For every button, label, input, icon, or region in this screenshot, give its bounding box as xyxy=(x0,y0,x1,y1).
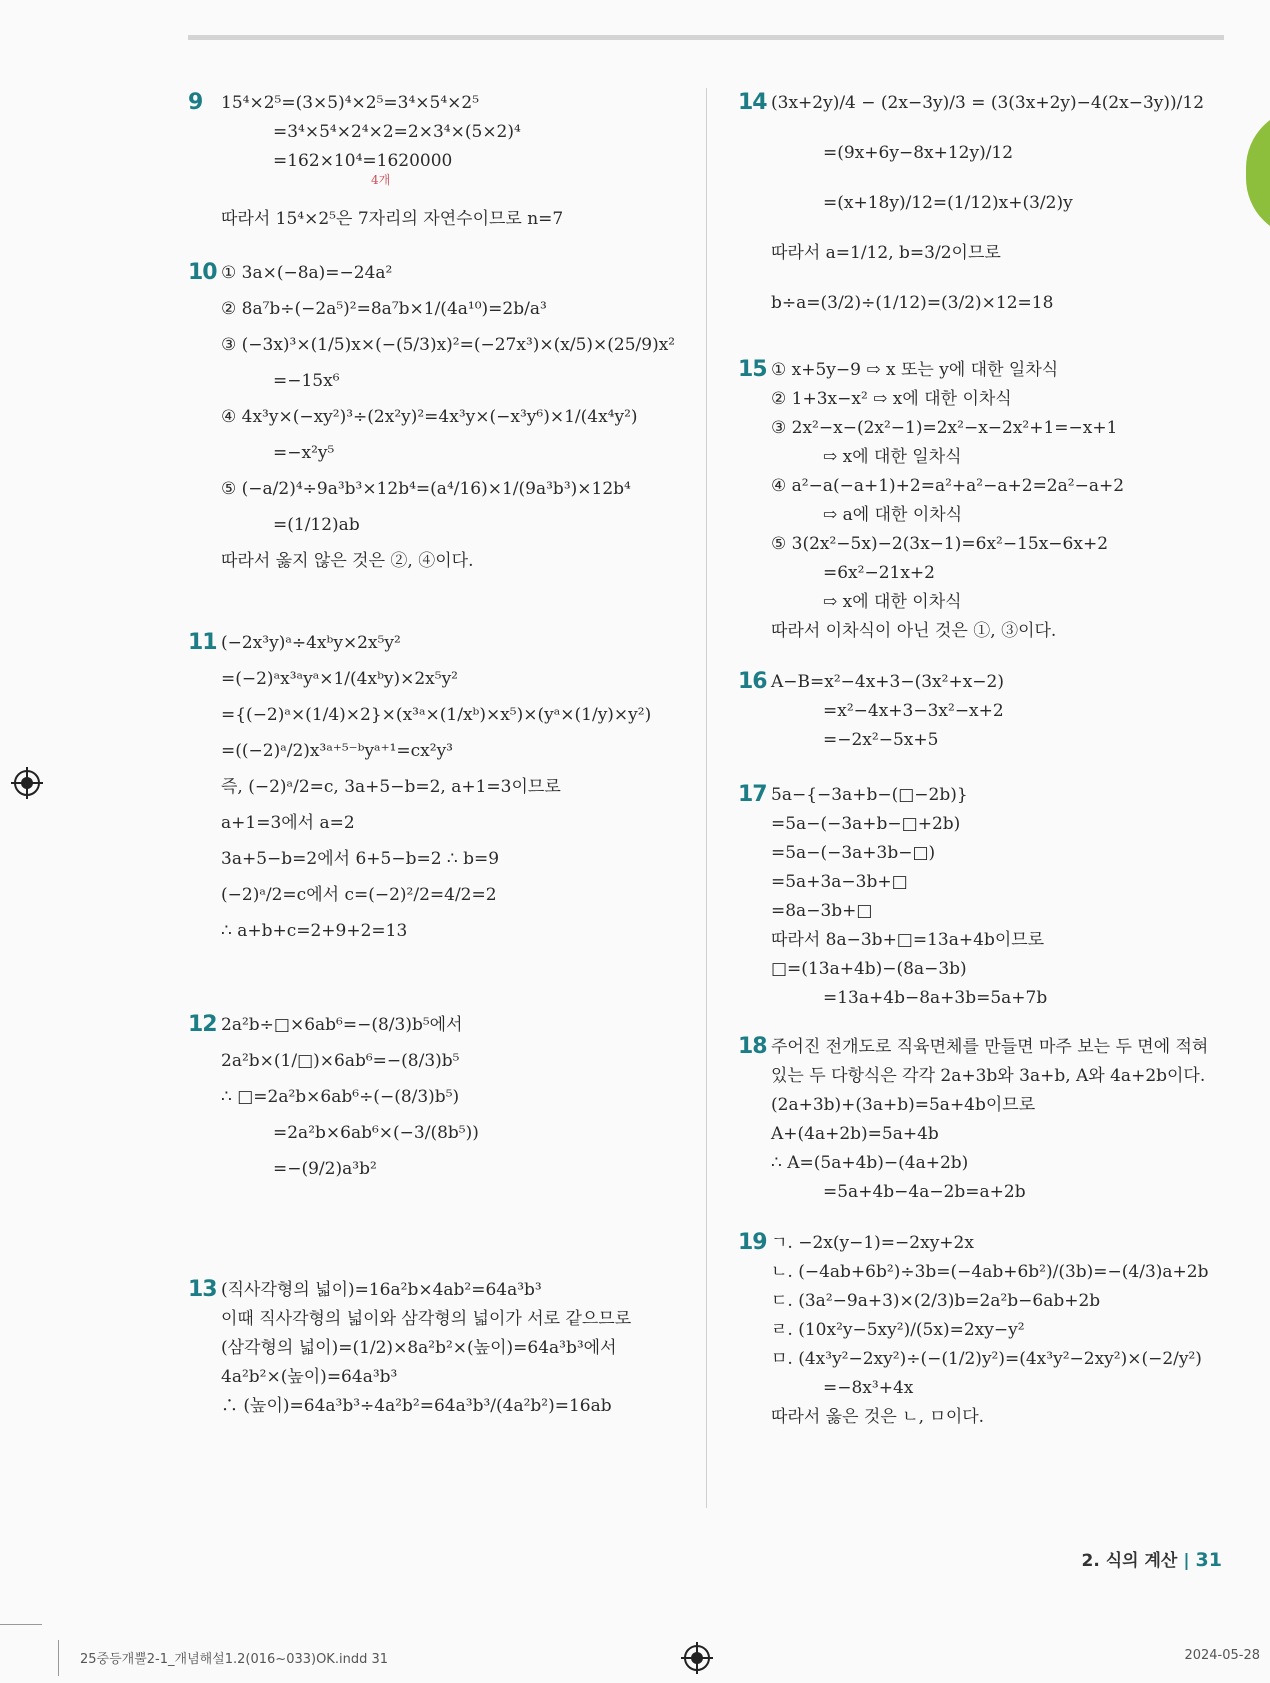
solution-line: ② 8a⁷b÷(−2a⁵)²=8a⁷b×1/(4a¹⁰)=2b/a³ xyxy=(221,299,547,319)
solution-line: ∴ A=(5a+4b)−(4a+2b) xyxy=(771,1153,969,1173)
solution-line: =5a+4b−4a−2b=a+2b xyxy=(823,1182,1026,1202)
solution-line: =8a−3b+□ xyxy=(771,901,873,921)
solution-line: (2a+3b)+(3a+b)=5a+4b이므로 xyxy=(771,1095,1036,1115)
problem-number: 16 xyxy=(738,669,767,694)
solution-line: ⇨ x에 대한 이차식 xyxy=(823,592,962,612)
solution-line: ㄱ. −2x(y−1)=−2xy+2x xyxy=(771,1233,974,1253)
solution-line: ={(−2)ᵃ×(1/4)×2}×(x³ᵃ×(1/xᵇ)×x⁵)×(yᵃ×(1/y)×y²) xyxy=(221,705,652,725)
solution-line: =−(9/2)a³b² xyxy=(273,1159,377,1179)
chapter-tab xyxy=(1246,108,1270,238)
solution-line: 따라서 옳은 것은 ㄴ, ㅁ이다. xyxy=(771,1407,985,1427)
page-number: 31 xyxy=(1195,1549,1222,1571)
solution-line: =5a+3a−3b+□ xyxy=(771,872,908,892)
solution-line: 따라서 옳지 않은 것은 ②, ④이다. xyxy=(221,551,474,571)
solution-line: 따라서 a=1/12, b=3/2이므로 xyxy=(771,243,1001,263)
problem-number: 14 xyxy=(738,90,767,115)
solution-line: =x²−4x+3−3x²−x+2 xyxy=(823,701,1004,721)
footer-separator: | xyxy=(1183,1551,1190,1571)
solution-line: □=(13a+4b)−(8a−3b) xyxy=(771,959,967,979)
chapter-title: 2. 식의 계산 xyxy=(1081,1551,1178,1571)
solution-line: ⇨ x에 대한 일차식 xyxy=(823,447,962,467)
print-file-name: 25중등개뿔2-1_개념해설1.2(016~033)OK.indd 31 xyxy=(80,1652,388,1667)
registration-mark-left xyxy=(14,770,40,796)
problem-number: 19 xyxy=(738,1230,767,1255)
solution-line: =13a+4b−8a+3b=5a+7b xyxy=(823,988,1048,1008)
problem-number: 18 xyxy=(738,1034,767,1059)
solution-line: (−2x³y)ᵃ÷4xᵇy×2x⁵y² xyxy=(221,633,401,653)
solution-line: =−x²y⁵ xyxy=(273,443,335,463)
solution-line: =6x²−21x+2 xyxy=(823,563,935,583)
solution-line: =2a²b×6ab⁶×(−3/(8b⁵)) xyxy=(273,1123,479,1143)
solution-line: =(9x+6y−8x+12y)/12 xyxy=(823,143,1014,163)
solution-line: (3x+2y)/4 − (2x−3y)/3 = (3(3x+2y)−4(2x−3y))/12 xyxy=(771,93,1205,113)
solution-line: ② 1+3x−x² ⇨ x에 대한 이차식 xyxy=(771,389,1012,409)
problem-number: 10 xyxy=(188,260,217,285)
solution-line: ⑤ (−a/2)⁴÷9a³b³×12b⁴=(a⁴/16)×1/(9a³b³)×12b⁴ xyxy=(221,479,631,499)
solution-line: 3a+5−b=2에서 6+5−b=2 ∴ b=9 xyxy=(221,849,500,869)
solution-line: ㄴ. (−4ab+6b²)÷3b=(−4ab+6b²)/(3b)=−(4/3)a+2b xyxy=(771,1262,1209,1282)
solution-line: ㄹ. (10x²y−5xy²)/(5x)=2xy−y² xyxy=(771,1320,1025,1340)
registration-dot xyxy=(691,1652,703,1664)
problem-number: 11 xyxy=(188,630,217,655)
solution-line: 따라서 이차식이 아닌 것은 ①, ③이다. xyxy=(771,621,1057,641)
solution-line: 있는 두 다항식은 각각 2a+3b와 3a+b, A와 4a+2b이다. xyxy=(771,1066,1206,1086)
solution-line: 이때 직사각형의 넓이와 삼각형의 넓이가 서로 같으므로 xyxy=(221,1309,632,1329)
solution-line: 따라서 15⁴×2⁵은 7자리의 자연수이므로 n=7 xyxy=(221,209,564,229)
solution-line: =−2x²−5x+5 xyxy=(823,730,939,750)
solution-line: A−B=x²−4x+3−(3x²+x−2) xyxy=(771,672,1004,692)
problem-number: 15 xyxy=(738,357,767,382)
crop-mark-v xyxy=(58,1640,59,1676)
solution-line: ④ 4x³y×(−xy²)³÷(2x²y)²=4x³y×(−x³y⁶)×1/(4x⁴y²) xyxy=(221,407,638,427)
column-divider xyxy=(706,88,707,1508)
solution-line: (직사각형의 넓이)=16a²b×4ab²=64a³b³ xyxy=(221,1280,542,1300)
solution-line: 즉, (−2)ᵃ/2=c, 3a+5−b=2, a+1=3이므로 xyxy=(221,777,561,797)
solution-line: ④ a²−a(−a+1)+2=a²+a²−a+2=2a²−a+2 xyxy=(771,476,1125,496)
solution-line: 4개 xyxy=(371,173,391,187)
solution-line: 따라서 8a−3b+□=13a+4b이므로 xyxy=(771,930,1045,950)
solution-line: 4a²b²×(높이)=64a³b³ xyxy=(221,1367,398,1387)
solution-line: 15⁴×2⁵=(3×5)⁴×2⁵=3⁴×5⁴×2⁵ xyxy=(221,93,480,113)
problem-number: 9 xyxy=(188,90,203,115)
solution-line: 2a²b×(1/□)×6ab⁶=−(8/3)b⁵ xyxy=(221,1051,460,1071)
registration-dot xyxy=(21,777,33,789)
solution-line: =5a−(−3a+3b−□) xyxy=(771,843,936,863)
solution-line: 2a²b÷□×6ab⁶=−(8/3)b⁵에서 xyxy=(221,1015,463,1035)
solution-line: ㅁ. (4x³y²−2xy²)÷(−(1/2)y²)=(4x³y²−2xy²)×(−2/y²) xyxy=(771,1349,1202,1369)
solution-line: =−15x⁶ xyxy=(273,371,340,391)
solution-line: 5a−{−3a+b−(□−2b)} xyxy=(771,785,968,805)
solution-line: ∴ a+b+c=2+9+2=13 xyxy=(221,921,408,941)
solution-line: A+(4a+2b)=5a+4b xyxy=(771,1124,939,1144)
problem-number: 17 xyxy=(738,782,767,807)
top-rule xyxy=(188,35,1224,40)
problem-number: 12 xyxy=(188,1012,217,1037)
solution-line: 주어진 전개도로 직육면체를 만들면 마주 보는 두 면에 적혀 xyxy=(771,1037,1209,1057)
solution-line: ㄷ. (3a²−9a+3)×(2/3)b=2a²b−6ab+2b xyxy=(771,1291,1101,1311)
registration-mark-bottom xyxy=(684,1645,710,1671)
solution-line: =(1/12)ab xyxy=(273,515,360,535)
solution-line: b÷a=(3/2)÷(1/12)=(3/2)×12=18 xyxy=(771,293,1054,313)
solution-line: ⑤ 3(2x²−5x)−2(3x−1)=6x²−15x−6x+2 xyxy=(771,534,1109,554)
solution-line: =(−2)ᵃx³ᵃyᵃ×1/(4xᵇy)×2x⁵y² xyxy=(221,669,458,689)
solution-line: =3⁴×5⁴×2⁴×2=2×3⁴×(5×2)⁴ xyxy=(273,122,521,142)
solution-line: ③ 2x²−x−(2x²−1)=2x²−x−2x²+1=−x+1 xyxy=(771,418,1118,438)
solution-line: ⇨ a에 대한 이차식 xyxy=(823,505,963,525)
solution-line: =−8x³+4x xyxy=(823,1378,914,1398)
page-footer xyxy=(1082,1546,1222,1571)
solution-line: =162×10⁴=1620000 xyxy=(273,151,453,171)
solution-line: (−2)ᵃ/2=c에서 c=(−2)²/2=4/2=2 xyxy=(221,885,497,905)
solution-line: (삼각형의 넓이)=(1/2)×8a²b²×(높이)=64a³b³에서 xyxy=(221,1338,617,1358)
print-date: 2024-05-28 xyxy=(1184,1648,1260,1663)
solution-line: a+1=3에서 a=2 xyxy=(221,813,355,833)
solution-line: ③ (−3x)³×(1/5)x×(−(5/3)x)²=(−27x³)×(x/5)×(25/9)x² xyxy=(221,335,676,355)
solution-line: ∴ □=2a²b×6ab⁶÷(−(8/3)b⁵) xyxy=(221,1087,460,1107)
solution-line: ∴ (높이)=64a³b³÷4a²b²=64a³b³/(4a²b²)=16ab xyxy=(221,1396,612,1416)
solution-line: ① x+5y−9 ⇨ x 또는 y에 대한 일차식 xyxy=(771,360,1059,380)
solution-line: =(x+18y)/12=(1/12)x+(3/2)y xyxy=(823,193,1073,213)
solution-line: ① 3a×(−8a)=−24a² xyxy=(221,263,393,283)
solution-line: =5a−(−3a+b−□+2b) xyxy=(771,814,961,834)
crop-mark-h xyxy=(0,1624,42,1625)
solution-line: =((−2)ᵃ/2)x³ᵃ⁺⁵⁻ᵇyᵃ⁺¹=cx²y³ xyxy=(221,741,453,761)
problem-number: 13 xyxy=(188,1277,217,1302)
